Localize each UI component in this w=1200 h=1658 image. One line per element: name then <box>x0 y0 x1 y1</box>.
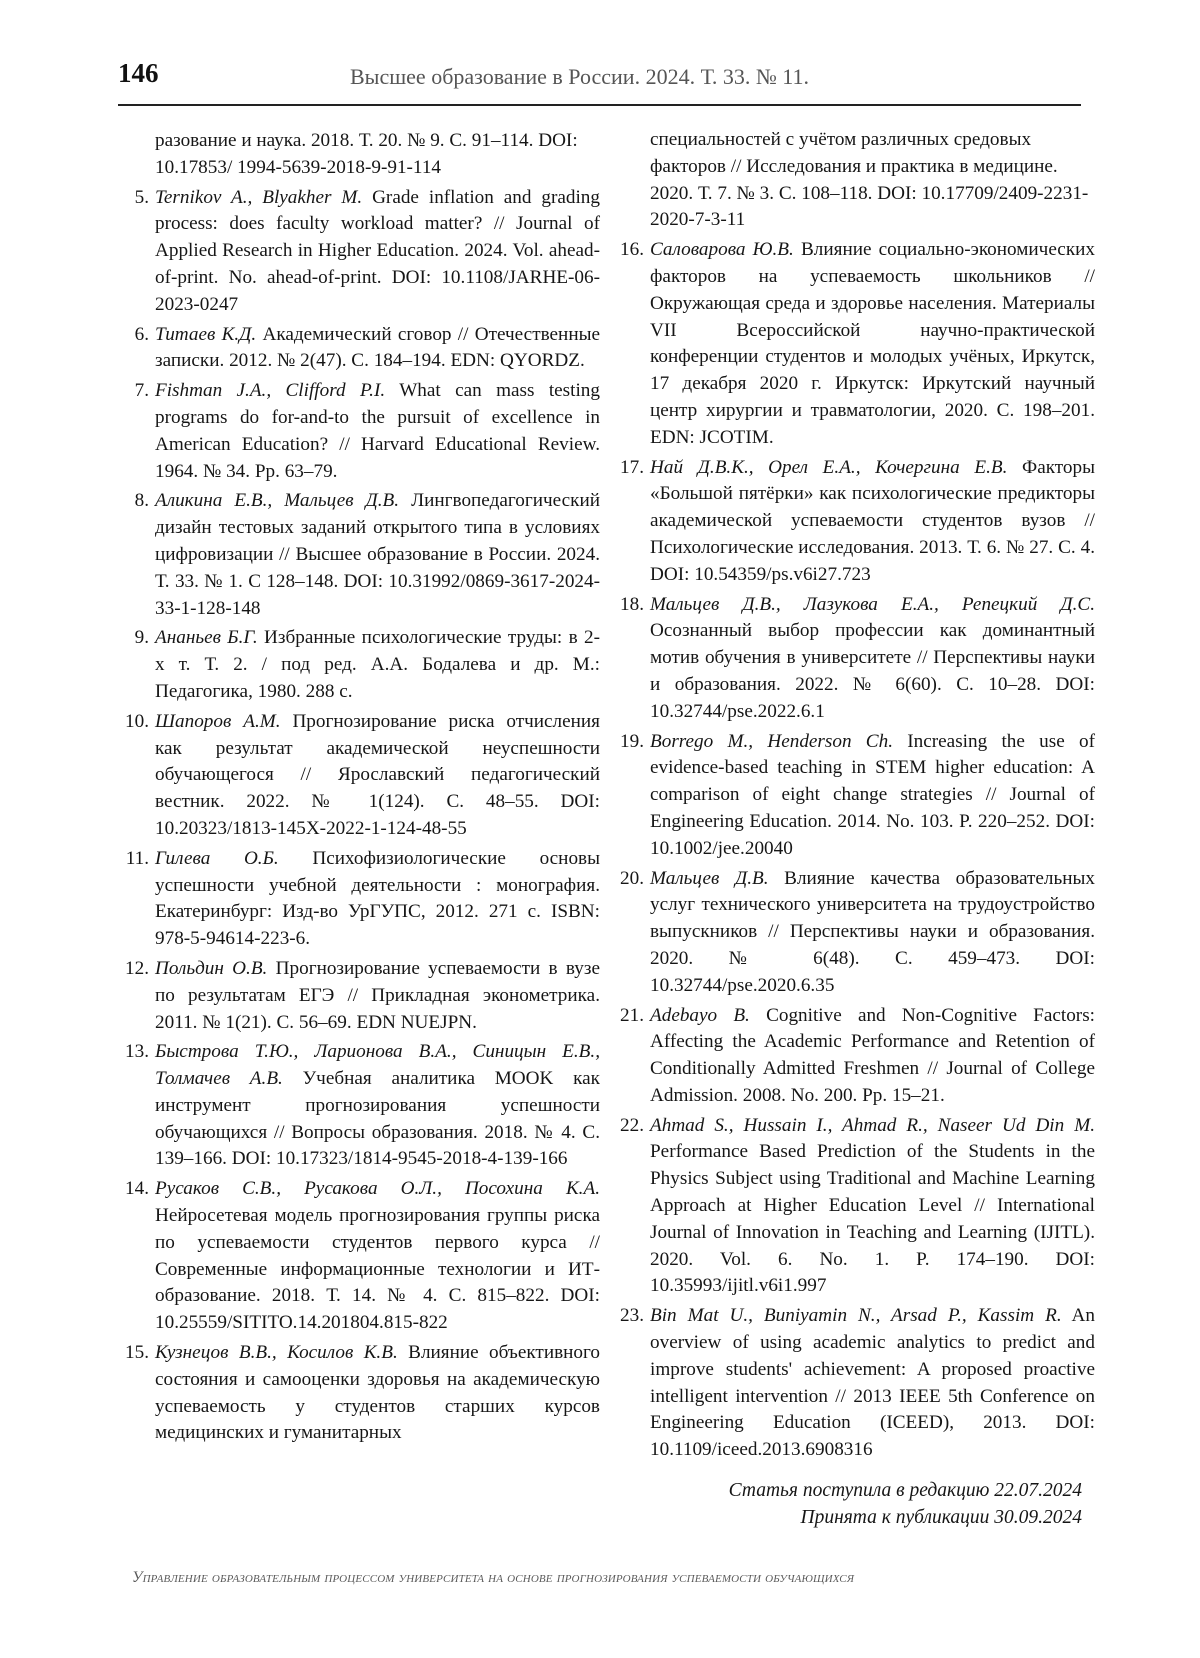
reference-text: Прогнозирование риска отчисления как результат академической неуспешности обучающегося // Ярославский педагогический вестник. 2022. № 1(124). С. 48–55. DOI: 10.20323/1813-145X-2022-1-124-48-55 <box>155 710 601 839</box>
reference-text: Избранные психологические труды: в 2-х т. Т. 2. / под ред. А.А. Бодалева и др. М.: Педагогика, 1980. 288 с. <box>155 627 600 702</box>
reference-number: 17. <box>620 456 644 478</box>
reference-authors: Adebayo B. <box>650 1004 750 1026</box>
reference-text: Осознанный выбор профессии как доминантный мотив обучения в университете // Перспективы науки и образования. 2022. № 6(60). С. 10–28. DOI: 10.32744/pse.2022.6.1 <box>650 620 1095 722</box>
reference-number: 19. <box>620 730 644 752</box>
reference-number: 11. <box>125 847 149 869</box>
reference-item <box>134 625 600 705</box>
reference-item <box>620 1113 1095 1301</box>
reference-text: Факторы «Большой пятёрки» как психологические предикторы академической успеваемости студентов вузов // Психологические исследования. 2013. Т. 6. № 27. С. 4. DOI: 10.54359/ps.v6i27.723 <box>650 456 1095 585</box>
reference-number: 12. <box>125 957 149 979</box>
reference-item <box>125 709 601 843</box>
header-divider <box>118 104 1081 106</box>
reference-item <box>134 378 600 485</box>
reference-item <box>134 488 600 622</box>
reference-item <box>620 1303 1095 1464</box>
reference-authors: Титаев К.Д. <box>155 323 257 345</box>
reference-text: Grade inflation and grading process: does faculty workload matter? // Journal of Applied Research in Higher Education. 2024. Vol. ahead-of-print. No. ahead-of-print. DOI: 10.1108/JARHE-06-2023-0247 <box>155 186 600 315</box>
reference-text: Влияние социально-экономических факторов на успеваемость школьников // Окружающая среда и здоровье населения. Материалы VII Всероссийской научно-практической конференции студентов и молодых учёных, Иркутск, 17 декабря 2020 г. Иркутск: Иркутский научный центр хирургии и травматологии, 2020. С. 198–201. EDN: JCOTIM. <box>650 239 1096 448</box>
reference-number: 9. <box>134 627 149 649</box>
page-number: 146 <box>118 58 159 88</box>
reference-number: 10. <box>125 710 149 732</box>
reference-number: 21. <box>620 1004 644 1026</box>
reference-authors: Быстрова Т.Ю., Ларионова В.А., Синицын Е.В., Толмачев А.В. <box>155 1041 600 1090</box>
reference-continuation: разование и наука. 2018. Т. 20. № 9. С. 91–114. DOI: 10.17853/ 1994-5639-2018-9-91-114 <box>155 130 578 178</box>
reference-authors: Ahmad S., Hussain I., Ahmad R., Naseer Ud Din M. <box>650 1114 1095 1136</box>
submission-dates <box>729 1477 1082 1531</box>
reference-text: Прогнозирование успеваемости в вузе по результатам ЕГЭ // Прикладная эконометрика. 2011. № 1(21). С. 56–69. EDN NUEJPN. <box>155 957 600 1033</box>
reference-authors: Польдин О.В. <box>155 957 268 979</box>
reference-authors: Гилева О.Б. <box>155 847 279 869</box>
reference-authors: Bin Mat U., Buniyamin N., Arsad P., Kassim R. <box>650 1305 1062 1327</box>
reference-continuation: специальностей с учётом различных средовых факторов // Исследования и практика в медицине. 2020. Т. 7. № 3. С. 108–118. DOI: 10.17709/2409-2231-2020-7-3-11 <box>650 129 1089 231</box>
reference-item <box>620 592 1095 726</box>
reference-text: Академический сговор // Отечественные записки. 2012. № 2(47). С. 184–194. EDN: QYORDZ. <box>155 323 600 372</box>
journal-title: Высшее образование в России. 2024. Т. 33. № 11. <box>350 64 809 89</box>
reference-text: Психофизиологические основы успешности учебной деятельности : монография. Екатеринбург: Изд-во УрГУПС, 2012. 271 с. ISBN: 978-5-94614-223-6. <box>155 847 600 950</box>
reference-text: Влияние объективного состояния и самооценки здоровья на академическую успеваемость у студентов старших курсов медицинских и гуманитарных <box>155 1342 600 1444</box>
reference-item <box>125 1039 600 1173</box>
reference-text: Влияние качества образовательных услуг технического университета на трудоустройство выпускников // Перспективы науки и образования. 2020. № 6(48). С. 459–473. DOI: 10.32744/pse.2020.6.35 <box>650 867 1095 996</box>
reference-number: 14. <box>125 1178 149 1200</box>
reference-list-right <box>620 237 1096 1464</box>
reference-authors: Кузнецов В.В., Косилов К.В. <box>155 1342 398 1364</box>
reference-text: An overview of using academic analytics to predict and improve students' achievement: A proposed proactive intelligent intervention // 2013 IEEE 5th Conference on Engineering Education (ICEED), 2013. DOI: 10.1109/iceed.2013.6908316 <box>650 1305 1095 1461</box>
references-right-column <box>620 127 1096 1467</box>
reference-number: 18. <box>620 593 644 615</box>
reference-list-left <box>125 185 601 1448</box>
reference-number: 20. <box>620 867 644 889</box>
reference-item <box>620 237 1096 451</box>
reference-number: 23. <box>620 1305 644 1327</box>
reference-item <box>125 846 600 953</box>
reference-number: 8. <box>134 490 149 512</box>
reference-number: 5. <box>134 186 149 208</box>
reference-authors: Мальцев Д.В. <box>650 867 769 889</box>
running-footer-title: Управление образовательным процессом университета на основе прогнозирования успеваемости обучающихся <box>132 1569 855 1586</box>
reference-authors: Саловарова Ю.В. <box>650 239 794 261</box>
reference-text: Performance Based Prediction of the Students in the Physics Subject using Traditional and Machine Learning Approach at Higher Education Level // International Journal of Innovation in Teaching and Learning (IJITL). 2020. Vol. 6. No. 1. P. 174–190. DOI: 10.35993/ijitl.v6i1.997 <box>650 1141 1095 1297</box>
reference-text: Лингвопедагогический дизайн тестовых заданий открытого типа в условиях цифровизации // Высшее образование в России. 2024. Т. 33. № 1. С 128–148. DOI: 10.31992/0869-3617-2024-33-1-128-148 <box>155 490 600 619</box>
reference-authors: Ананьев Б.Г. <box>155 627 258 649</box>
reference-item <box>134 322 600 376</box>
reference-number: 6. <box>134 323 149 345</box>
reference-authors: Fishman J.A., Clifford P.I. <box>155 380 386 402</box>
reference-text: Cognitive and Non-Cognitive Factors: Affecting the Academic Performance and Retention of Conditionally Admitted Freshmen // Journal of College Admission. 2008. No. 200. Pp. 15–21. <box>650 1004 1095 1106</box>
reference-authors: Най Д.В.К., Орел Е.А., Кочергина Е.В. <box>650 456 1008 478</box>
reference-number: 13. <box>125 1041 149 1063</box>
reference-authors: Шапоров А.М. <box>155 710 281 732</box>
reference-authors: Русаков С.В., Русакова О.Л., Посохина К.А. <box>155 1178 600 1200</box>
reference-item <box>125 1340 600 1447</box>
reference-item <box>125 1176 600 1337</box>
reference-number: 15. <box>125 1342 149 1364</box>
reference-authors: Мальцев Д.В., Лазукова Е.А., Репецкий Д.С. <box>650 593 1095 615</box>
reference-item <box>620 729 1095 863</box>
reference-text: What can mass testing programs do for-and-to the pursuit of excellence in American Education? // Harvard Educational Review. 1964. № 34. Pp. 63–79. <box>155 380 600 482</box>
reference-number: 22. <box>620 1114 644 1136</box>
reference-authors: Аликина Е.В., Мальцев Д.В. <box>155 490 400 512</box>
references-left-column <box>125 128 601 1450</box>
reference-item <box>134 185 600 319</box>
reference-number: 16. <box>620 239 644 261</box>
reference-text: Учебная аналитика MOOK как инструмент прогнозирования успешности обучающихся // Вопросы образования. 2018. № 4. С. 139–166. DOI: 10.17323/1814-9545-2018-4-139-166 <box>155 1068 600 1170</box>
reference-item <box>125 956 600 1036</box>
reference-text: Нейросетевая модель прогнозирования группы риска по успеваемости студентов первого курса // Современные информационные технологии и ИТ-образование. 2018. Т. 14. № 4. С. 815–822. DOI: 10.25559/SITITO.14.201804.815-822 <box>155 1205 600 1334</box>
reference-item <box>620 866 1095 1000</box>
reference-item <box>620 455 1095 589</box>
reference-number: 7. <box>134 380 149 402</box>
accepted-date: Принята к публикации 30.09.2024 <box>800 1507 1082 1528</box>
reference-authors: Ternikov A., Blyakher M. <box>155 186 363 208</box>
received-date: Статья поступила в редакцию 22.07.2024 <box>728 1480 1082 1501</box>
reference-text: Increasing the use of evidence-based teaching in STEM higher education: A comparison of eight change strategies // Journal of Engineering Education. 2014. No. 103. P. 220–252. DOI: 10.1002/jee.20040 <box>650 730 1095 859</box>
reference-item <box>620 1003 1095 1110</box>
reference-authors: Borrego M., Henderson Ch. <box>650 730 894 752</box>
